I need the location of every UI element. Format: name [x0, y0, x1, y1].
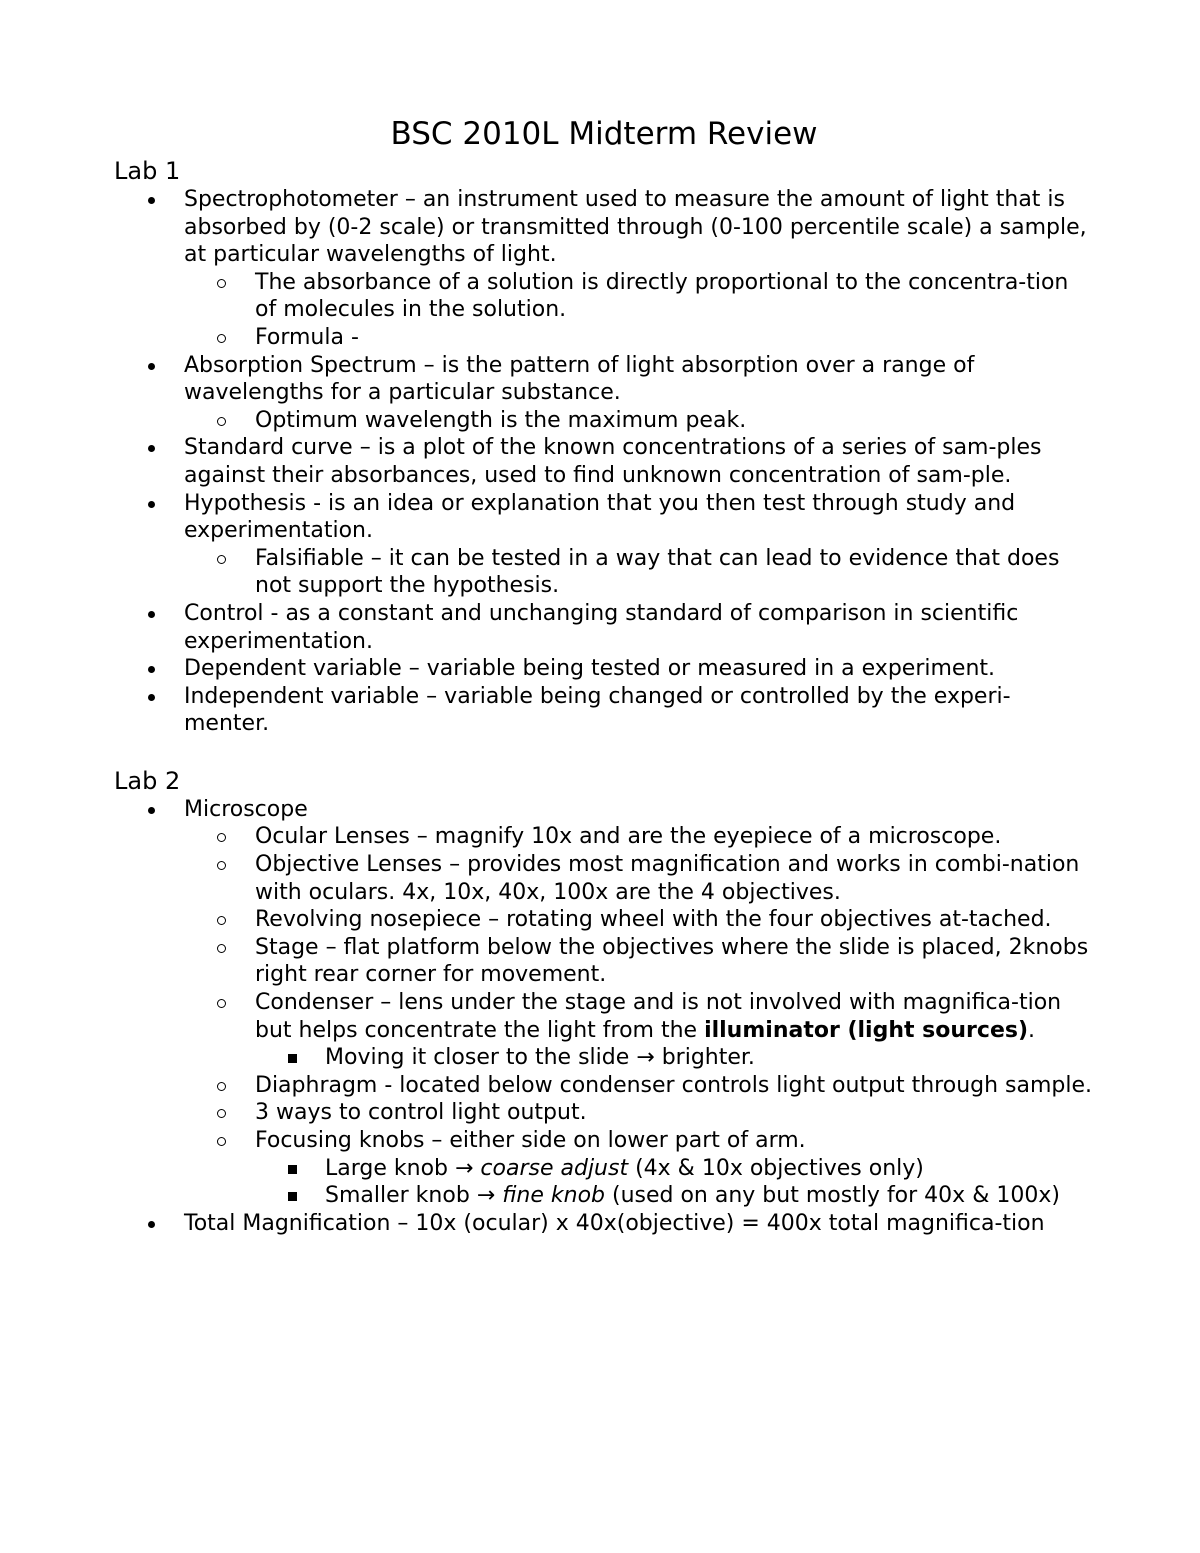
list-item-condenser-brighter: Moving it closer to the slide → brighter.: [325, 1045, 755, 1071]
emphasis-fine-knob: fine knob: [502, 1183, 605, 1209]
lab1-heading: Lab 1: [114, 157, 181, 185]
list-item-stage: Stage – flat platform below the objectives where the slide is placed, 2knobs right rear corner for movement.: [255, 934, 1089, 988]
list-item-large-knob: Large knob → coarse adjust (4x & 10x objectives only): [325, 1155, 924, 1181]
lab1-list: [114, 186, 1094, 738]
list-item-optimum-wavelength: Optimum wavelength is the maximum peak.: [255, 407, 747, 433]
list-item-absorption-spectrum: Absorption Spectrum – is the pattern of light absorption over a range of wavelengths for a particular substance.: [184, 352, 975, 406]
list-item-total-magnification: Total Magnification – 10x (ocular) x 40x(objective) = 400x total magnifica-tion: [184, 1210, 1045, 1236]
list-item-smaller-knob: Smaller knob → fine knob (used on any but mostly for 40x & 100x): [325, 1183, 1060, 1209]
list-item-three-ways: 3 ways to control light output.: [255, 1100, 587, 1126]
list-item-formula: Formula -: [255, 324, 359, 350]
list-item-absorbance-proportional: The absorbance of a solution is directly proportional to the concentra-tion of molecules in the solution.: [255, 269, 1069, 323]
lab2-heading: Lab 2: [114, 766, 181, 795]
list-item-revolving-nosepiece: Revolving nosepiece – rotating wheel with the four objectives at-tached.: [255, 907, 1052, 933]
list-item-dependent-variable: Dependent variable – variable being tested or measured in a experiment.: [184, 656, 996, 682]
lab2-list: [114, 796, 1094, 1238]
list-item-ocular-lenses: Ocular Lenses – magnify 10x and are the eyepiece of a microscope.: [255, 824, 1002, 850]
list-item-falsifiable: Falsifiable – it can be tested in a way that can lead to evidence that does not support the hypothesis.: [255, 545, 1060, 599]
list-item-condenser: Condenser – lens under the stage and is not involved with magnifica-tion but helps concentrate the light from the illuminator (light sources).: [255, 990, 1062, 1043]
document-page: [114, 112, 1094, 1237]
emphasis-coarse-adjust: coarse adjust: [480, 1155, 629, 1181]
list-item-microscope: Microscope: [184, 796, 308, 822]
list-item-control: Control - as a constant and unchanging standard of comparison in scientific experimentation.: [184, 600, 1019, 654]
list-item-objective-lenses: Objective Lenses – provides most magnification and works in combi-nation with oculars. 4x, 10x, 40x, 100x are the 4 objectives.: [255, 852, 1080, 905]
list-item-spectrophotometer: Spectrophotometer – an instrument used to measure the amount of light that is absorbed by (0-2 scale) or transmitted through (0-100 percentile scale) a sample, at particular wavelengths of light.: [184, 187, 1087, 268]
list-item-standard-curve: Standard curve – is a plot of the known concentrations of a series of sam-ples against their absorbances, used to find unknown concentration of sam-ple.: [184, 435, 1042, 488]
list-item-diaphragm: Diaphragm - located below condenser controls light output through sample.: [255, 1072, 1093, 1098]
list-item-independent-variable: Independent variable – variable being changed or controlled by the experi-menter.: [184, 683, 1011, 737]
list-item-focusing-knobs: Focusing knobs – either side on lower part of arm.: [255, 1128, 806, 1153]
list-item-hypothesis: Hypothesis - is an idea or explanation that you then test through study and experimentation.: [184, 490, 1016, 544]
page-title: BSC 2010L Midterm Review: [390, 116, 818, 152]
emphasis-illuminator: illuminator (light sources): [704, 1017, 1029, 1043]
section-spacer: [114, 738, 1094, 766]
